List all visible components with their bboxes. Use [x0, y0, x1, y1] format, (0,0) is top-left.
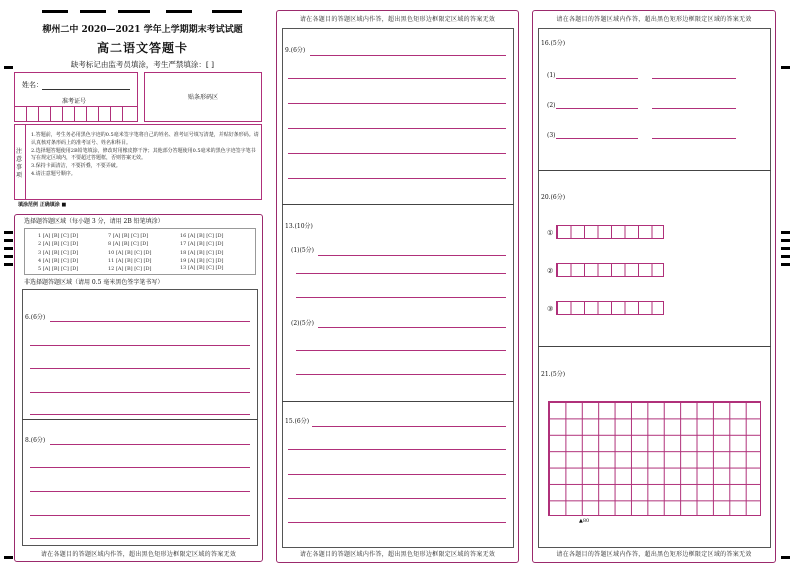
- timing-mark: [781, 556, 790, 559]
- divider: [538, 170, 771, 171]
- nonmc-title: 非选择题答题区域（请用 0.5 毫米黑色签字笔书写）: [24, 279, 164, 286]
- answer-line[interactable]: [288, 498, 506, 499]
- mc-row[interactable]: 1 [A] [B] [C] [D]: [38, 233, 79, 239]
- timing-mark: [781, 231, 790, 234]
- notice-item: 1.答题前，考生务必用黑色字迹的0.5毫米签字笔将自己的姓名、准考证号填写清楚，并贴好条形码。请认真核对条形码上的准考证号、姓名和科目。: [31, 132, 259, 146]
- answer-line[interactable]: [30, 538, 250, 539]
- q16-3-label: (3): [547, 132, 556, 139]
- fill-example: 填涂范例 正确填涂 ■: [18, 202, 67, 208]
- id-label: 准考证号: [62, 98, 87, 105]
- answer-line[interactable]: [652, 108, 736, 109]
- notice-item: 2.选择题答题使用2B铅笔填涂，修改时用橡皮擦干净；其他部分答题使用0.5毫米的黑色字迹签字笔书写在规定区域内，不要超过答题框，否则答案无效。: [31, 147, 256, 162]
- q13-2-label: (2)(5分): [291, 320, 314, 327]
- timing-mark: [166, 10, 192, 13]
- mc-row[interactable]: 13 [A] [B] [C] [D]: [180, 265, 224, 271]
- composition-grid[interactable]: [548, 401, 761, 516]
- timing-mark: [4, 66, 13, 69]
- answer-line[interactable]: [556, 138, 638, 139]
- timing-mark: [4, 255, 13, 258]
- mc-group[interactable]: [180, 232, 223, 265]
- answer-line[interactable]: [296, 297, 506, 298]
- mc-row[interactable]: 4 [A] [B] [C] [D]: [38, 257, 79, 264]
- answer-line[interactable]: [30, 414, 250, 415]
- mc-group[interactable]: [38, 232, 78, 273]
- word-count-marker: ▲80: [579, 518, 590, 524]
- answer-line[interactable]: [312, 426, 506, 427]
- timing-mark: [781, 66, 790, 69]
- timing-mark: [212, 10, 242, 13]
- answer-line[interactable]: [288, 128, 506, 129]
- q21-label: 21.(5分): [541, 371, 566, 378]
- timing-mark: [781, 255, 790, 258]
- absence-note: 缺考标记由监考员填涂，考生严禁填涂：[ ]: [70, 60, 215, 69]
- q8-label: 8.(6分): [25, 437, 46, 444]
- mc-row[interactable]: 16 [A] [B] [C] [D]: [180, 233, 224, 239]
- char-boxes-row[interactable]: [556, 263, 664, 277]
- mc-row[interactable]: 12 [A] [B] [C] [D]: [108, 266, 152, 273]
- name-label: 姓名：: [22, 81, 43, 89]
- answer-line[interactable]: [296, 374, 506, 375]
- char-boxes-row[interactable]: [556, 301, 664, 315]
- q9-area: [282, 28, 514, 548]
- answer-line[interactable]: [288, 178, 506, 179]
- timing-mark: [118, 10, 150, 13]
- timing-mark: [4, 247, 13, 250]
- mc-row[interactable]: 17 [A] [B] [C] [D]: [180, 241, 224, 248]
- q6-label: 6.(6分): [25, 314, 46, 321]
- answer-line[interactable]: [288, 522, 506, 523]
- answer-line[interactable]: [288, 153, 506, 154]
- answer-line[interactable]: [30, 392, 250, 393]
- divider: [538, 346, 771, 347]
- mc-title: 选择题答题区域（每小题 3 分，请用 2B 铅笔填涂）: [24, 218, 164, 225]
- answer-line[interactable]: [50, 444, 250, 445]
- notice-item: 3.保持卡面清洁，不要折叠，不要弄破。: [31, 163, 121, 170]
- timing-mark: [4, 556, 13, 559]
- id-boxes[interactable]: [14, 106, 138, 122]
- notice-item: 4.请注意题号顺序。: [31, 170, 76, 177]
- q20-1-label: ①: [547, 229, 554, 237]
- answer-line[interactable]: [318, 327, 506, 328]
- answer-line[interactable]: [30, 491, 250, 492]
- timing-mark: [4, 231, 13, 234]
- divider: [282, 204, 514, 205]
- notice-list: [31, 132, 259, 179]
- answer-line[interactable]: [652, 78, 736, 79]
- q16-1-label: (1): [547, 72, 556, 79]
- q20-label: 20.(6分): [541, 194, 566, 201]
- mc-row[interactable]: 10 [A] [B] [C] [D]: [108, 249, 152, 256]
- answer-line[interactable]: [318, 255, 506, 256]
- answer-line[interactable]: [50, 321, 250, 322]
- answer-line[interactable]: [288, 103, 506, 104]
- mc-row[interactable]: 2 [A] [B] [C] [D]: [38, 241, 79, 248]
- timing-mark: [781, 239, 790, 242]
- answer-line[interactable]: [556, 108, 638, 109]
- answer-line[interactable]: [30, 467, 250, 468]
- q9-label: 9.(6分): [285, 47, 306, 54]
- answer-line[interactable]: [288, 474, 506, 475]
- mc-row[interactable]: 7 [A] [B] [C] [D]: [108, 233, 149, 239]
- answer-line[interactable]: [288, 449, 506, 450]
- name-field[interactable]: [42, 89, 130, 90]
- timing-mark: [80, 10, 106, 13]
- timing-mark: [42, 10, 68, 13]
- card-title: 高二语文答题卡: [96, 41, 188, 55]
- answer-line[interactable]: [30, 515, 250, 516]
- timing-mark: [4, 263, 13, 266]
- divider: [282, 401, 514, 402]
- mc-row[interactable]: 19 [A] [B] [C] [D]: [180, 257, 224, 264]
- mc-row[interactable]: 18 [A] [B] [C] [D]: [180, 249, 224, 256]
- answer-line[interactable]: [296, 350, 506, 351]
- answer-line[interactable]: [556, 78, 638, 79]
- q13-label: 13.(10分): [285, 223, 313, 230]
- mc-group[interactable]: [108, 232, 151, 273]
- answer-line[interactable]: [288, 78, 506, 79]
- mc-row[interactable]: 5 [A] [B] [C] [D]: [38, 266, 79, 273]
- char-boxes-row[interactable]: [556, 225, 664, 239]
- notice-label: 注意事项: [16, 148, 23, 179]
- nonmc-area: [22, 289, 258, 546]
- mc-row[interactable]: 3 [A] [B] [C] [D]: [38, 249, 79, 256]
- q16-2-label: (2): [547, 102, 556, 109]
- answer-line[interactable]: [652, 138, 736, 139]
- q20-2-label: ②: [547, 267, 554, 275]
- mc-row[interactable]: 11 [A] [B] [C] [D]: [108, 257, 152, 264]
- q13-1-label: (1)(5分): [291, 247, 314, 254]
- answer-line[interactable]: [310, 55, 506, 56]
- q15-label: 15.(6分): [285, 418, 310, 425]
- timing-mark: [781, 263, 790, 266]
- barcode-label: 贴条形码区: [187, 94, 218, 101]
- exam-title: 柳州二中 2020—2021 学年上学期期末考试试题: [42, 25, 243, 35]
- timing-mark: [4, 239, 13, 242]
- mc-row[interactable]: 8 [A] [B] [C] [D]: [108, 241, 149, 248]
- timing-mark: [781, 247, 790, 250]
- answer-line[interactable]: [30, 345, 250, 346]
- answer-line[interactable]: [30, 368, 250, 369]
- divider: [22, 419, 258, 420]
- answer-line[interactable]: [296, 273, 506, 274]
- q20-3-label: ③: [547, 305, 554, 313]
- q16-label: 16.(5分): [541, 40, 566, 47]
